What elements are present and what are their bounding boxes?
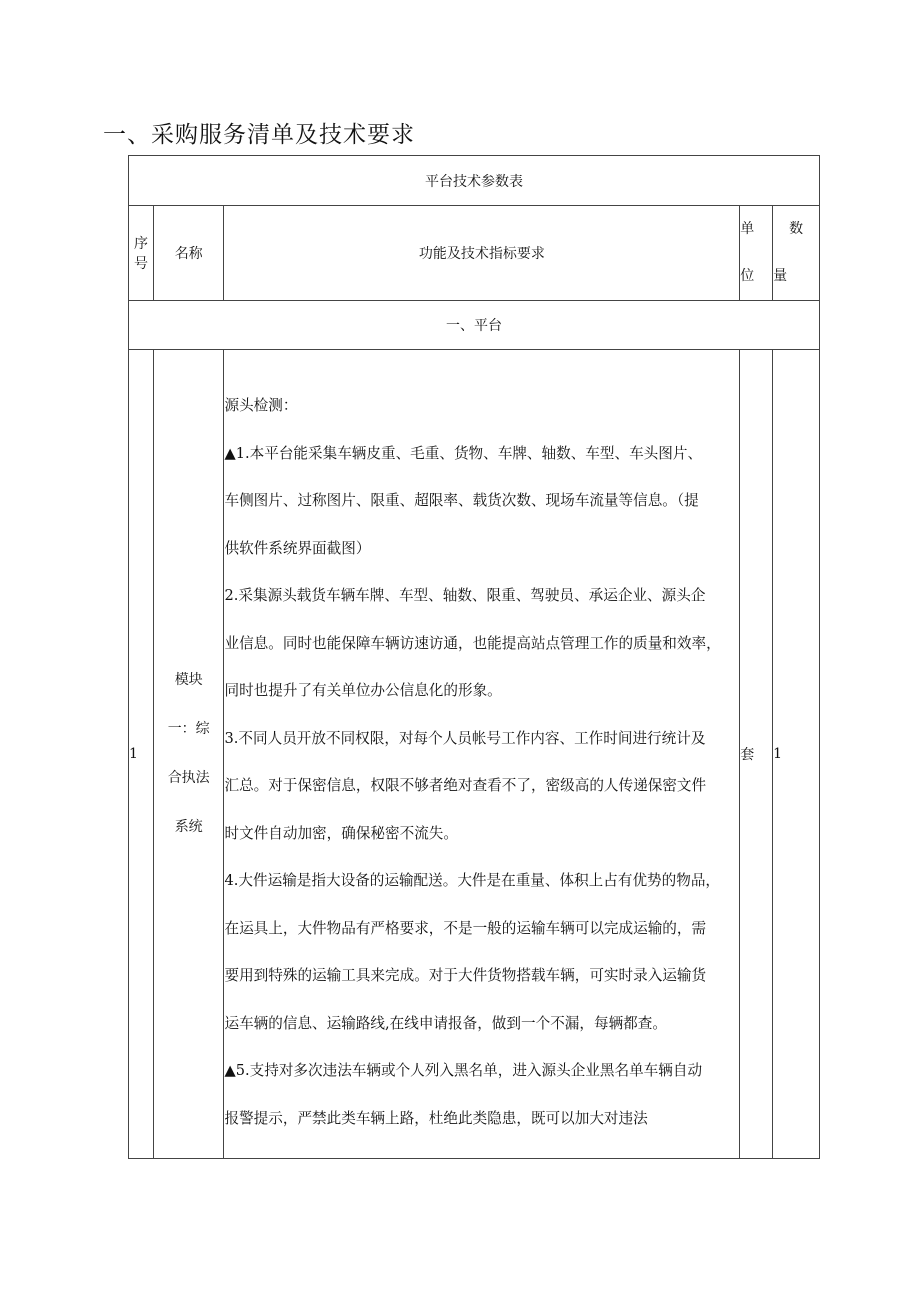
spec-line: 3.不同人员开放不同权限，对每个人员帐号工作内容、工作时间进行统计及 [224, 729, 706, 747]
spec-line: ▲1.本平台能采集车辆皮重、毛重、货物、车牌、轴数、车型、车头图片、 [224, 444, 703, 462]
name-line: 模块 [174, 672, 203, 688]
spec-line: 4.大件运输是指大设备的运输配送。大件是在重量、体积上占有优势的物品， [224, 872, 721, 889]
spec-line: 时文件自动加密，确保秘密不流失。 [224, 824, 458, 842]
header-unit-line: 单 [740, 221, 755, 237]
row-spec [224, 350, 740, 1159]
row-no: 1 [129, 350, 154, 1159]
row-unit: 套 [740, 350, 773, 1159]
table-row [129, 350, 820, 1159]
spec-line: 汇总。对于保密信息，权限不够者绝对查看不了，密级高的人传递保密文件 [224, 777, 707, 794]
name-line: 一：综 [167, 721, 210, 737]
header-name: 名称 [153, 206, 224, 301]
header-qty-line: 数 [789, 221, 804, 237]
header-no: 序号 [129, 206, 154, 301]
header-unit [740, 206, 773, 301]
name-line: 系统 [174, 819, 203, 835]
spec-line: 车侧图片、过称图片、限重、超限率、载货次数、现场车流量等信息。（提 [224, 492, 699, 509]
spec-line: 要用到特殊的运输工具来完成。对于大件货物搭载车辆，可实时录入运输货 [224, 967, 707, 984]
spec-line: 供软件系统界面截图） [224, 539, 371, 557]
spec-line: 源头检测： [224, 397, 298, 414]
header-unit-line: 位 [740, 268, 755, 284]
name-line: 合执法 [167, 770, 210, 786]
header-spec: 功能及技术指标要求 [224, 206, 740, 301]
section-heading: 一、采购服务清单及技术要求 [103, 122, 415, 148]
tech-params-table [128, 155, 820, 1159]
spec-line: 在运具上，大件物品有严格要求，不是一般的运输车辆可以完成运输的，需 [224, 919, 707, 937]
spec-line: ▲5.支持对多次违法车辆或个人列入黑名单，进入源头企业黑名单车辆自动 [224, 1062, 703, 1079]
header-qty-line: 量 [773, 268, 788, 284]
spec-line: 同时也提升了有关单位办公信息化的形象。 [224, 682, 502, 699]
spec-line: 报警提示，严禁此类车辆上路，杜绝此类隐患，既可以加大对违法 [224, 1109, 648, 1127]
spec-line: 业信息。同时也能保障车辆访速访通，也能提高站点管理工作的质量和效率， [224, 634, 721, 652]
table-title: 平台技术参数表 [129, 156, 820, 206]
row-qty: 1 [773, 350, 820, 1159]
header-qty [773, 206, 820, 301]
table-header-row [129, 206, 820, 301]
spec-line: 2.采集源头载货车辆车牌、车型、轴数、限重、驾驶员、承运企业、源头企 [224, 587, 706, 604]
spec-line: 运车辆的信息、运输路线,在线申请报备，做到一个不漏，每辆都查。 [224, 1014, 667, 1032]
section-row: 一、平台 [129, 301, 820, 350]
row-name [153, 350, 224, 1159]
